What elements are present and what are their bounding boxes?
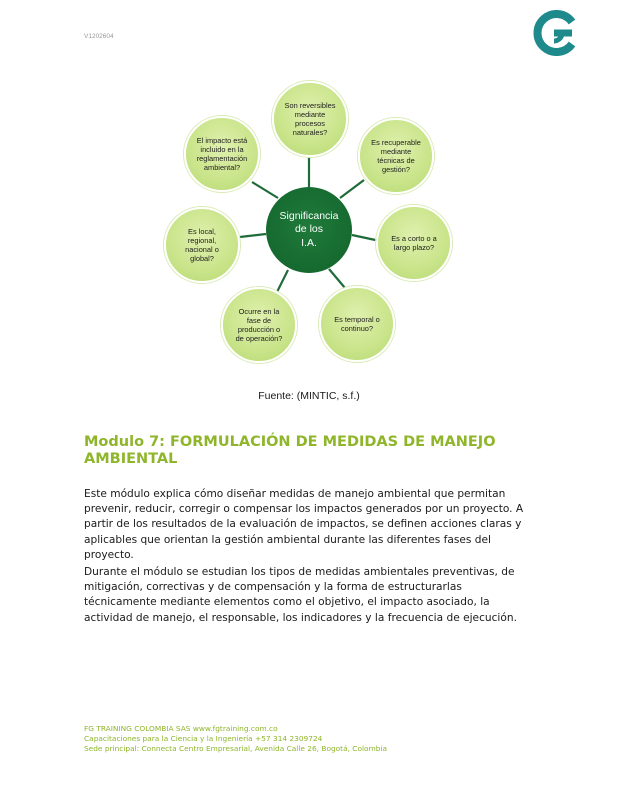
- document-version: V1202604: [84, 33, 114, 40]
- connector-left: [240, 234, 266, 237]
- center-line1: Significancia: [279, 210, 339, 223]
- footer: [84, 724, 387, 755]
- footer-line-3: Sede principal: Connecta Centro Empresarial, Avenida Calle 26, Bogotá, Colombia: [84, 744, 388, 754]
- center-line3: I.A.: [301, 236, 317, 249]
- section-title: Modulo 7: FORMULACIÓN DE MEDIDAS DE MANEJO AMBIENTAL: [84, 434, 496, 468]
- figure-caption: Fuente: (MINTIC, s.f.): [258, 390, 360, 402]
- connector-top-right: [340, 180, 364, 198]
- connector-top-left: [252, 182, 278, 198]
- connector-bottom-left: [276, 270, 288, 294]
- node-recoverable: Es recuperable mediante técnicas de gestión?: [358, 118, 434, 194]
- node-reversible: Son reversibles mediante procesos naturales?: [272, 81, 348, 157]
- footer-line-1: FG TRAINING COLOMBIA SAS www.fgtraining.com.co: [84, 724, 278, 733]
- node-scale: Es local, regional, nacional o global?: [164, 207, 240, 283]
- node-regulation: El impacto está incluido en la reglamentación ambiental?: [184, 116, 260, 192]
- node-term: Es a corto o a largo plazo?: [376, 205, 452, 281]
- node-temporal: Es temporal o continuo?: [319, 286, 395, 362]
- center-node: [266, 187, 352, 273]
- significance-diagram: [0, 0, 618, 380]
- center-line2: de los: [294, 223, 323, 236]
- paragraph-2: Durante el módulo se estudian los tipos de medidas ambientales preventivas, de mitigación, correctivas y de compensación y la forma de estructurarlas técnicamente mediante elementos como el objetivo, el impacto asociado, la actividad de manejo, el responsable, los indicadores y la frecuencia de ejecución.: [84, 566, 517, 624]
- connector-bottom-right: [329, 269, 345, 288]
- node-phase: Ocurre en la fase de producción o de operación?: [221, 287, 297, 363]
- paragraph-1: Este módulo explica cómo diseñar medidas de manejo ambiental que permitan prevenir, reducir, corregir o compensar los impactos generados por un proyecto. A partir de los resultados de la evaluación de impactos, se definen acciones claras y aplicables que orientan la gestión ambiental durante las diferentes fases del proyecto.: [84, 488, 524, 561]
- footer-line-2: Capacitaciones para la Ciencia y la Ingeniería +57 314 2309724: [84, 734, 323, 744]
